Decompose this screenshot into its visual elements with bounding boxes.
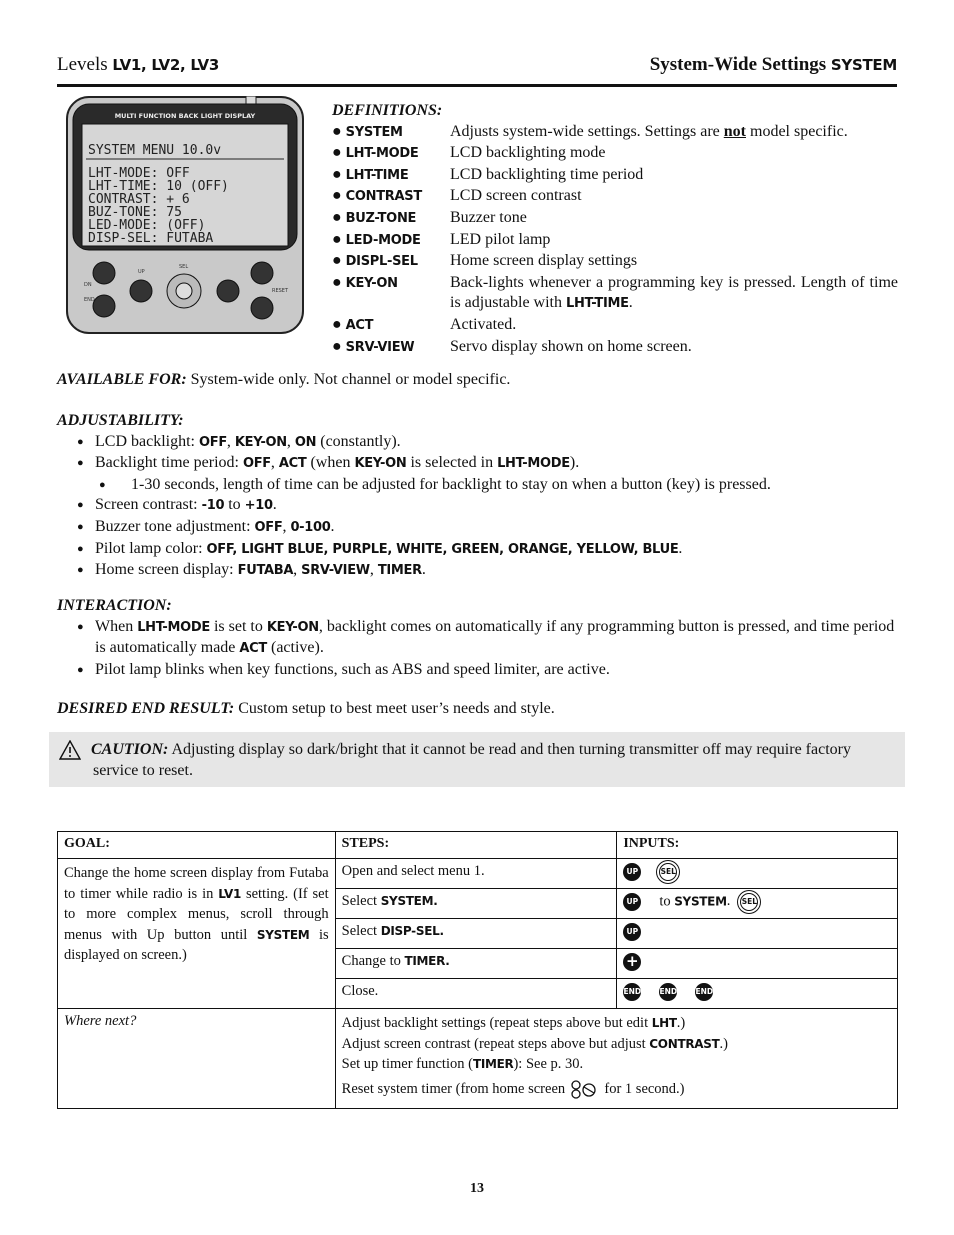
table-header: GOAL: [58, 832, 336, 859]
radio-button-label: DN [84, 282, 92, 288]
input-cell [617, 949, 898, 979]
page-header [57, 54, 897, 87]
input-cell: UP to SYSTEM. SEL [617, 889, 898, 919]
select-key-icon: SEL [659, 863, 677, 881]
warning-icon [59, 740, 81, 760]
lcd-line: LED-MODE: (OFF) [88, 218, 206, 233]
desired-end-result: DESIRED END RESULT: Custom setup to best meet user’s needs and style. [57, 700, 555, 717]
interaction: INTERACTION: ● When LHT-MODE is set to KEY-ON, backlight comes on automatically if any programming button is pressed, and time period is automatically made ACT (active). ● Pilot lamp blinks when key functions, such as ABS and speed limiter, are active. [57, 596, 900, 680]
section-title: System-Wide Settings SYSTEM [649, 54, 897, 75]
table-header: INPUTS: [617, 832, 898, 859]
goal-cell: Change the home screen display from Futaba to timer while radio is in LV1 setting. (If set to more complex menus, scroll through menus with Up button until SYSTEM is displayed on screen.) [58, 859, 336, 1009]
list-item: ● Pilot lamp blinks when key functions, such as ABS and speed limiter, are active. [57, 660, 900, 681]
radio-button-label: UP [138, 269, 145, 275]
step-cell: Select SYSTEM. [335, 889, 617, 919]
goal-table [57, 831, 898, 1109]
definition-row: ● BUZ-TONE Buzzer tone [332, 208, 527, 226]
end-key-icon: END [659, 983, 677, 1001]
list-item: ● LCD backlight: OFF, KEY-ON, ON (constantly). [57, 432, 900, 454]
end-key-icon: END [695, 983, 713, 1001]
lcd-line: SYSTEM MENU 10.0v [88, 143, 222, 158]
where-next-cell: Where next? [58, 1009, 336, 1109]
lcd-line: DISP-SEL: FUTABA [88, 231, 214, 246]
available-for: AVAILABLE FOR: System-wide only. Not channel or model specific. [57, 371, 511, 388]
definition-row: ● ACT Activated. [332, 315, 517, 333]
levels-label: Levels LV1, LV2, LV3 [57, 54, 219, 75]
end-key-icon: END [623, 983, 641, 1001]
radio-button-label: END [84, 297, 95, 303]
list-item: ● Buzzer tone adjustment: OFF, 0-100. [57, 517, 900, 539]
definition-row: ● DISPL-SEL Home screen display settings [332, 252, 638, 270]
list-item: ● Screen contrast: -10 to +10. [57, 495, 900, 517]
input-cell [617, 979, 898, 1009]
definitions-title: DEFINITIONS: [332, 102, 443, 119]
definition-row: ● KEY-ON Back-lights whenever a programming key is pressed. Length of time is adjustable with LHT-TIME. [332, 273, 898, 312]
select-key-icon: SEL [740, 893, 758, 911]
definition-row: ● CONTRAST LCD screen contrast [332, 187, 582, 205]
next-steps-cell: Adjust backlight settings (repeat steps above but edit LHT.) Adjust screen contrast (repeat steps above but adjust CONTRAST.) Set up timer function (TIMER): See p. 30. Reset system timer (from home screen for 1 second.) [335, 1009, 897, 1109]
timer-reset-keys-icon [569, 1079, 601, 1099]
list-item: ● When LHT-MODE is set to KEY-ON, backlight comes on automatically if any programming button is pressed, and time period is automatically made ACT (active). [57, 617, 900, 660]
transmitter-illustration [66, 96, 304, 334]
definition-row: ● LHT-TIME LCD backlighting time period [332, 165, 644, 183]
up-key-icon: UP [623, 923, 641, 941]
lcd-line: BUZ-TONE: 75 [88, 205, 182, 220]
step-cell: Open and select menu 1. [335, 859, 617, 889]
definition-row: ● LED-MODE LED pilot lamp [332, 230, 551, 248]
definitions [332, 101, 898, 358]
page-number: 13 [470, 1181, 484, 1196]
up-key-icon: UP [623, 893, 641, 911]
lcd-top-label: MULTI FUNCTION BACK LIGHT DISPLAY [114, 112, 256, 120]
list-item: ● Backlight time period: OFF, ACT (when KEY-ON is selected in LHT-MODE). [57, 453, 900, 475]
input-cell [617, 859, 898, 889]
radio-button-label: SEL [179, 264, 189, 270]
step-cell: Close. [335, 979, 617, 1009]
radio-button-label: RESET [272, 288, 289, 294]
lcd-line: CONTRAST: + 6 [88, 192, 190, 207]
lcd-line: LHT-TIME: 10 (OFF) [88, 179, 229, 194]
adjustability: ADJUSTABILITY: ● LCD backlight: OFF, KEY-ON, ON (constantly). ● Backlight time period: OFF, ACT (when KEY-ON is selected in LHT-MODE). ● 1-30 seconds, length of time can be adjusted for backlight to stay on when a button (key) is pressed. ● Screen contrast: -10 to +10. ● Buzzer tone adjustment: OFF, 0-100. ● Pilot lamp color: OFF, LIGHT BLUE, PURPLE, WHITE, GREEN, ORANGE, YELLOW, BLUE. ● Home screen display: FUTABA, SRV-VIEW, TIMER. [57, 411, 900, 582]
step-cell: Select DISP-SEL. [335, 919, 617, 949]
list-item: ● 1-30 seconds, length of time can be adjusted for backlight to stay on when a button (key) is pressed. [57, 475, 900, 496]
lcd-line: LHT-MODE: OFF [88, 166, 190, 181]
table-header: STEPS: [335, 832, 617, 859]
definition-row: ● SRV-VIEW Servo display shown on home screen. [332, 337, 692, 355]
caution-box: CAUTION: Adjusting display so dark/bright that it cannot be read and then turning transmitter off may require factory service to reset. [49, 732, 905, 787]
definition-row: ● SYSTEM Adjusts system-wide settings. Settings are not model specific. [332, 122, 848, 140]
plus-key-icon: + [623, 953, 641, 971]
list-item: ● Home screen display: FUTABA, SRV-VIEW, TIMER. [57, 560, 900, 582]
input-cell [617, 919, 898, 949]
up-key-icon: UP [623, 863, 641, 881]
definition-row: ● LHT-MODE LCD backlighting mode [332, 144, 606, 162]
step-cell: Change to TIMER. [335, 949, 617, 979]
list-item: ● Pilot lamp color: OFF, LIGHT BLUE, PURPLE, WHITE, GREEN, ORANGE, YELLOW, BLUE. [57, 539, 900, 561]
